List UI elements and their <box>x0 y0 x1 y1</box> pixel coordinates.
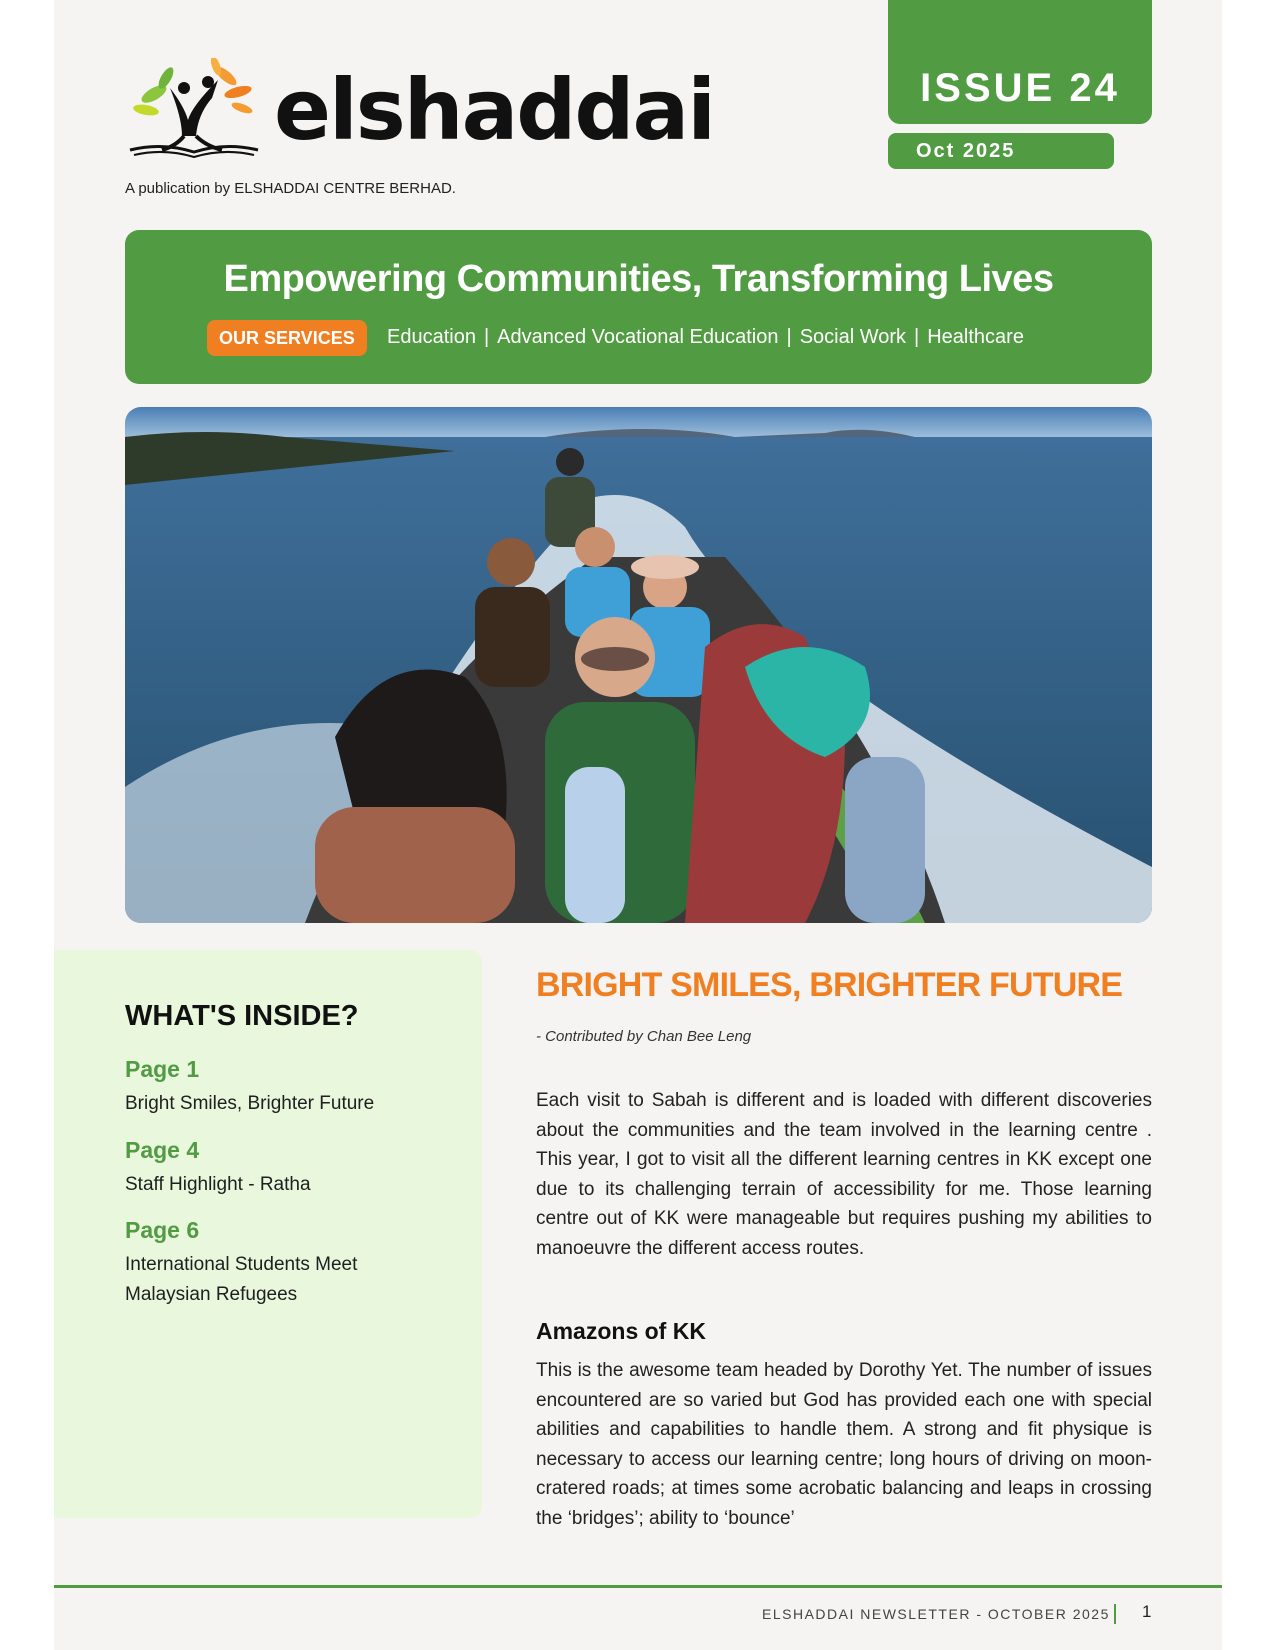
service-education: Education <box>387 326 476 348</box>
services-badge: OUR SERVICES <box>207 320 367 356</box>
service-healthcare: Healthcare <box>927 326 1024 348</box>
article-paragraph: This is the awesome team headed by Dorothy Yet. The number of issues encountered are so varied but God has provided each one with special abilities and capabilities to handle them. A strong and fit physique is necessary to access our learning centre; long hours of driving on moon-cratered roads; at times some acrobatic balancing and leaps in crossing the ‘bridges’; ability to ‘bounce’ <box>536 1360 1152 1529</box>
toc-description: Bright Smiles, Brighter Future <box>125 1093 375 1114</box>
footer-divider <box>54 1585 1222 1588</box>
toc-item[interactable] <box>125 1056 425 1119</box>
logo-wordmark: elshaddai <box>274 61 714 159</box>
service-vocational: Advanced Vocational Education <box>497 326 779 348</box>
toc-page-number: Page 6 <box>125 1217 200 1243</box>
article-title: BRIGHT SMILES, BRIGHTER FUTURE <box>536 966 1123 1004</box>
article-subheading: Amazons of KK <box>536 1318 706 1344</box>
article-contributor: - Contributed by Chan Bee Leng <box>536 1028 752 1045</box>
toc-description: International Students Meet Malaysian Refugees <box>125 1254 358 1305</box>
newsletter-page <box>54 0 1222 1650</box>
issue-date: Oct 2025 <box>916 140 1016 162</box>
toc-description: Staff Highlight - Ratha <box>125 1174 311 1195</box>
article-paragraph: Each visit to Sabah is different and is loaded with different discoveries about the communities and the team involved in the learning centre . This year, I got to visit all the different learning centres in KK except one due to its challenging terrain of accessibility for me. Those learning centre out of KK were manageable but requires pushing my abilities to manoeuvre the different access routes. <box>536 1090 1152 1259</box>
services-list: Education | Advanced Vocational Education | Social Work | Healthcare <box>387 326 1024 348</box>
boat-group-photo <box>125 407 1152 923</box>
toc-item[interactable] <box>125 1217 425 1310</box>
toc-page-number: Page 1 <box>125 1056 200 1082</box>
cover-photo <box>125 407 1152 923</box>
whats-inside-title: WHAT'S INSIDE? <box>125 1000 359 1032</box>
banner-title: Empowering Communities, Transforming Lives <box>223 258 1054 300</box>
service-social-work: Social Work <box>799 326 907 348</box>
page-number: 1 <box>1142 1602 1152 1621</box>
logo <box>126 58 746 158</box>
footer-title: ELSHADDAI NEWSLETTER - OCTOBER 2025 <box>762 1606 1110 1622</box>
footer-separator <box>1114 1604 1116 1624</box>
issue-badge <box>888 0 1152 124</box>
tagline-banner <box>125 230 1152 384</box>
tree-people-logo-icon <box>126 58 266 158</box>
toc-item[interactable] <box>125 1137 425 1200</box>
issue-number: ISSUE 24 <box>920 66 1120 110</box>
date-badge <box>888 133 1114 169</box>
toc-page-number: Page 4 <box>125 1137 200 1163</box>
publication-line: A publication by ELSHADDAI CENTRE BERHAD. <box>125 180 456 197</box>
